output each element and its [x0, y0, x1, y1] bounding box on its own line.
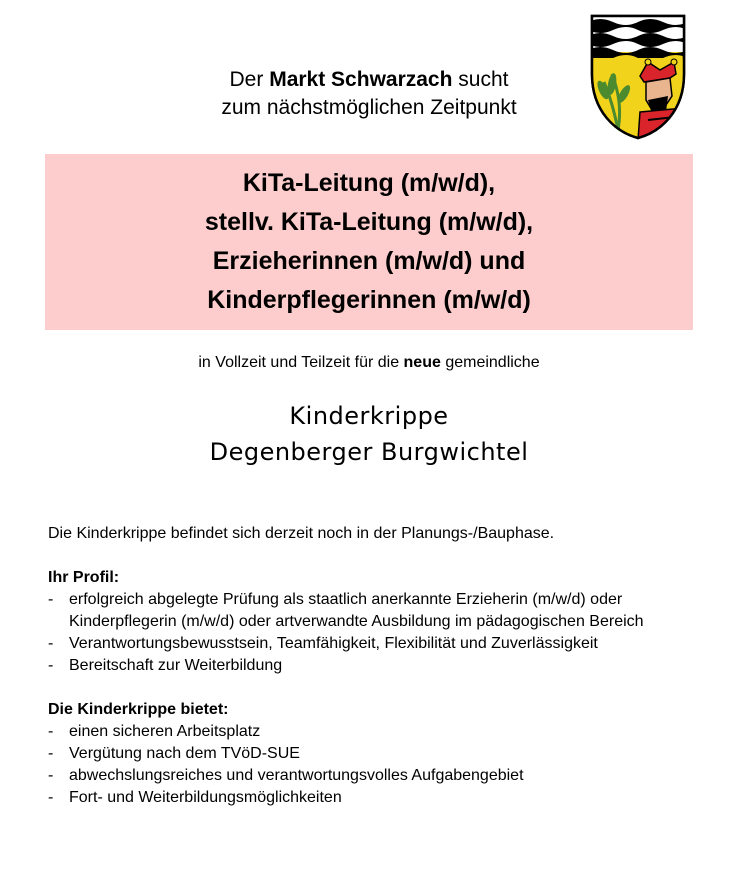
intro-line-1: [150, 66, 588, 94]
list-item: - abwechslungsreiches und verantwortungsvolles Aufgabengebiet: [48, 765, 698, 787]
job-details: [48, 523, 698, 809]
status-text: Die Kinderkrippe befindet sich derzeit noch in der Planungs-/Bauphase.: [48, 525, 555, 542]
coat-of-arms-icon: [588, 12, 688, 140]
position-title: Erzieherinnen (m/w/d) und: [212, 247, 526, 275]
intro-text: [150, 66, 588, 122]
positions-highlight-box: [45, 154, 693, 330]
profile-list: [48, 589, 698, 677]
profile-heading: Ihr Profil:: [48, 569, 120, 586]
employment-prefix: in Vollzeit und Teilzeit für die: [198, 354, 404, 371]
intro-prefix: Der: [229, 68, 270, 91]
position-title: KiTa-Leitung (m/w/d),: [242, 169, 496, 197]
offers-heading: Die Kinderkrippe bietet:: [48, 701, 229, 718]
facility-line-1: Kinderkrippe: [289, 402, 449, 430]
employment-emphasis: neue: [403, 354, 441, 371]
employment-suffix: gemeindliche: [440, 354, 540, 371]
list-item: - Fort- und Weiterbildungsmöglichkeiten: [48, 787, 698, 809]
list-item: - erfolgreich abgelegte Prüfung als staatlich anerkannte Erzieherin (m/w/d) oder Kinderpflegerin (m/w/d) oder artverwandte Ausbildung im pädagogischen Bereich: [48, 589, 698, 633]
list-item: - Vergütung nach dem TVöD-SUE: [48, 743, 698, 765]
list-item: - Bereitschaft zur Weiterbildung: [48, 655, 698, 677]
intro-suffix: sucht: [452, 68, 509, 91]
position-title: stellv. KiTa-Leitung (m/w/d),: [204, 208, 534, 236]
list-item: - Verantwortungsbewusstsein, Teamfähigkeit, Flexibilität und Zuverlässigkeit: [48, 633, 698, 655]
list-item: - einen sicheren Arbeitsplatz: [48, 721, 698, 743]
intro-line-2: zum nächstmöglichen Zeitpunkt: [221, 96, 517, 119]
facility-line-2: Degenberger Burgwichtel: [209, 438, 529, 466]
employment-type: [45, 352, 693, 374]
employer-name: Markt Schwarzach: [269, 68, 453, 91]
position-title: Kinderpflegerinnen (m/w/d): [207, 286, 531, 314]
facility-name: [45, 398, 693, 470]
offers-list: [48, 721, 698, 809]
